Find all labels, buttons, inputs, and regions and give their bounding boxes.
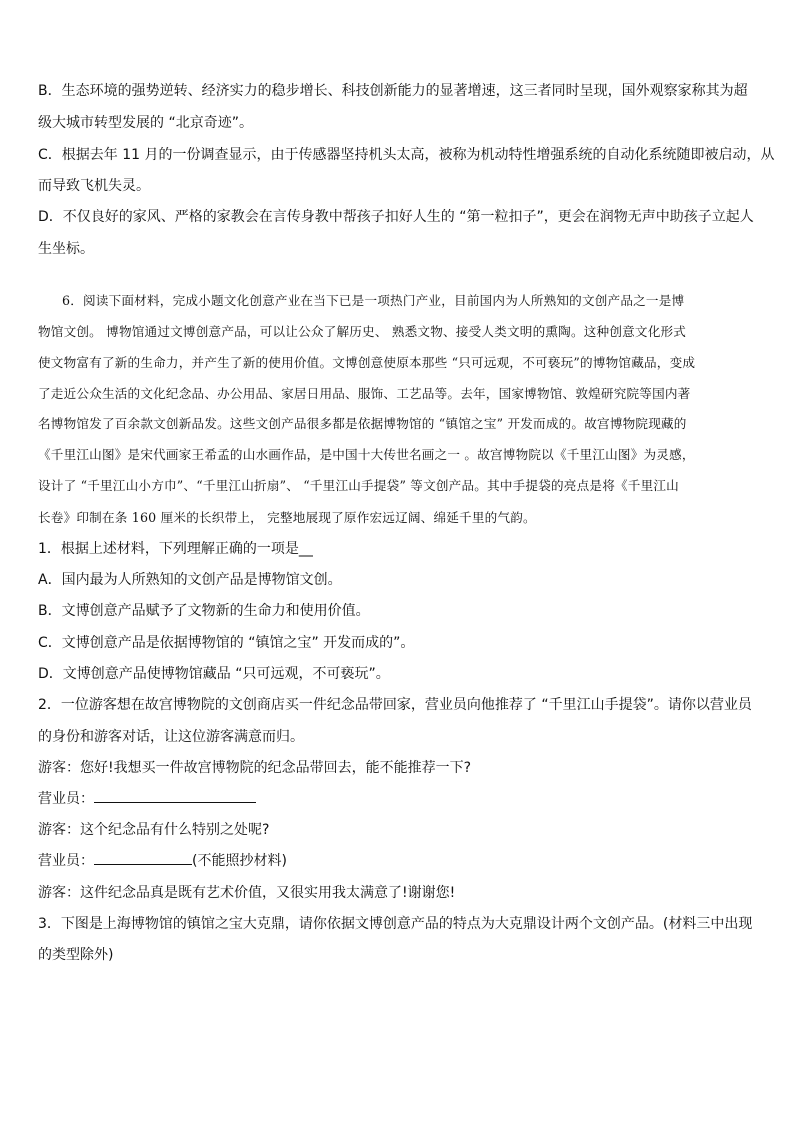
option-c-line-2: 而导致飞机失灵。: [38, 178, 150, 194]
question-1-option-b: B．文博创意产品赋予了文物新的生命力和使用价值。: [38, 603, 370, 619]
question-3-line-2: 的类型除外): [38, 947, 114, 963]
passage-line: 6．阅读下面材料，完成小题文化创意产业在当下已是一项热门产业，目前国内为人所熟知的文创产品之一是博: [62, 293, 685, 308]
question-2-stem-line-2: 的身份和游客对话，让这位游客满意而归。: [38, 729, 304, 745]
option-c-line-1: C．根据去年 11 月的一份调查显示，由于传感器坚持机头太高，被称为机动特性增强系统的自动化系统随即被启动，从: [38, 147, 775, 163]
option-d-line-2: 生坐标。: [38, 241, 94, 257]
answer-blank-1[interactable]: [94, 788, 256, 803]
visitor-line-2: 游客：这个纪念品有什么特别之处呢?: [38, 822, 270, 838]
question-1-stem: 1．根据上述材料，下列理解正确的一项是__: [38, 541, 313, 557]
passage-line: 《千里江山图》是宋代画家王希孟的山水画作品，是中国十大传世名画之一 。故宫博物院以《千里江山图》为灵感，: [38, 447, 695, 462]
question-3-line-1: 3．下图是上海博物馆的镇馆之宝大克鼎，请你依据文博创意产品的特点为大克鼎设计两个文创产品。(材料三中出现: [38, 916, 753, 932]
passage-line: 使文物富有了新的生命力，并产生了新的使用价值。文博创意使原本那些 “只可远观，不可亵玩”的博物馆藏品，变成: [38, 355, 696, 370]
question-1-option-a: A．国内最为人所熟知的文创产品是博物馆文创。: [38, 572, 342, 588]
question-2-stem-line-1: 2．一位游客想在故宫博物院的文创商店买一件纪念品带回家，营业员向他推荐了 “千里江山手提袋”。请你以营业员: [38, 697, 752, 713]
question-1-option-c: C．文博创意产品是依据博物馆的 “镇馆之宝” 开发而成的”。: [38, 635, 415, 651]
clerk-answer-1: [38, 788, 758, 810]
passage-line: 设计了 “千里江山小方巾”、“千里江山折扇”、 “千里江山手提袋” 等文创产品。其中手提袋的亮点是将《千里江山: [38, 478, 679, 493]
clerk-label: 营业员：: [38, 791, 94, 807]
option-b-line-1: B．生态环境的强势逆转、经济实力的稳步增长、科技创新能力的显著增速，这三者同时呈现，国外观察家称其为超: [38, 83, 748, 99]
clerk-answer-2: [38, 850, 758, 872]
visitor-line-3: 游客：这件纪念品真是既有艺术价值，又很实用我太满意了!谢谢您!: [38, 885, 456, 901]
passage-line: 长卷》印制在条 160 厘米的长织带上， 完整地展现了原作宏远辽阔、绵延千里的气韵。: [38, 510, 536, 525]
answer-blank-2[interactable]: [94, 850, 192, 865]
clerk-note: (不能照抄材料): [192, 853, 287, 869]
option-d-line-1: D．不仅良好的家风、严格的家教会在言传身教中帮孩子扣好人生的 “第一粒扣子”，更会在润物无声中助孩子立起人: [38, 209, 754, 225]
passage-line: 了走近公众生活的文化纪念品、办公用品、家居日用品、服饰、工艺品等。去年，国家博物馆、敦煌研究院等国内著: [38, 386, 691, 401]
visitor-line-1: 游客：您好!我想买一件故宫博物院的纪念品带回去，能不能推荐一下?: [38, 760, 472, 776]
passage-line: 物馆文创。 博物馆通过文博创意产品，可以让公众了解历史、 熟悉文物、接受人类文明的熏陶。这种创意文化形式: [38, 324, 687, 339]
option-b-line-2: 级大城市转型发展的 “北京奇迹”。: [38, 115, 253, 131]
passage-line: 名博物馆发了百余款文创新品发。这些文创产品很多都是依据博物馆的 “镇馆之宝” 开发而成的。故宫博物院现藏的: [38, 416, 687, 431]
clerk-label: 营业员：: [38, 853, 94, 869]
question-1-option-d: D．文博创意产品使博物馆藏品 “只可远观，不可亵玩”。: [38, 666, 390, 682]
